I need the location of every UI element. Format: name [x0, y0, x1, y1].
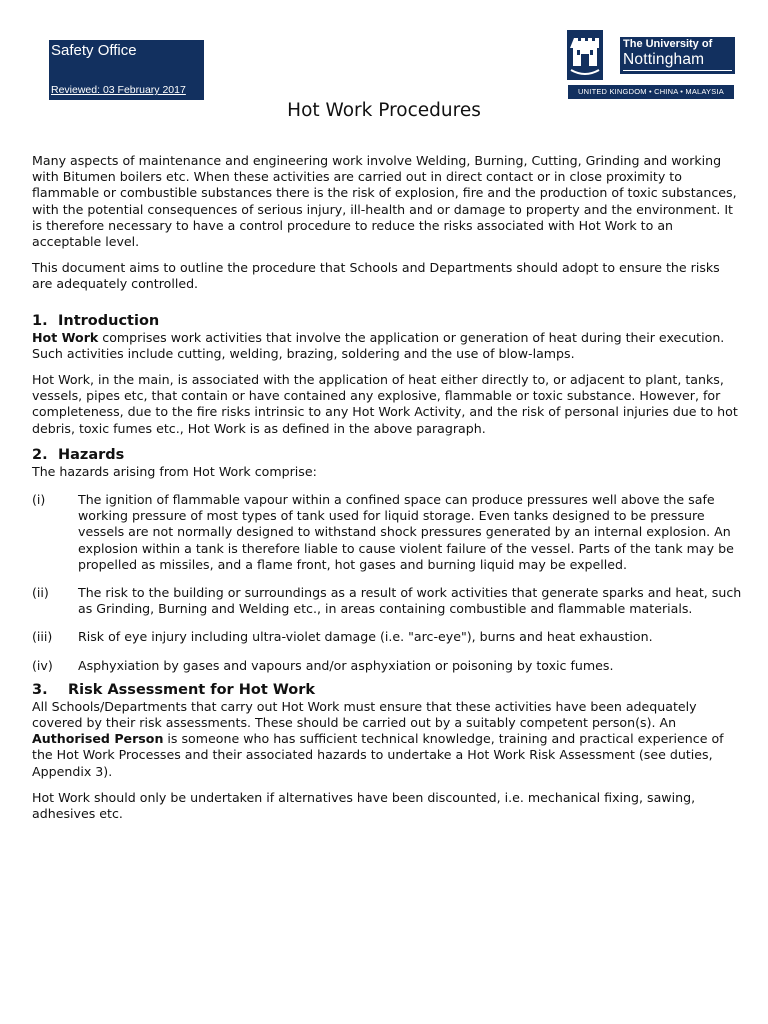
- section-1-paragraph-2: Hot Work, in the main, is associated with the application of heat either directly to, or adjacent to plant, tanks, vessels, pipes etc, that contain or have contained any explosive, flammable or toxic substance. However, for completeness, due to the fire risks intrinsic to any Hot Work Activity, and the risk of personal injuries due to hot debris, toxic fumes etc., Hot Work is as defined in the above paragraph.: [32, 372, 738, 436]
- hazard-text: The ignition of flammable vapour within a confined space can produce pressures well above the safe working pressure of most types of tank used for liquid storage. Even tanks designed to be pressure vessels are not normally designed to withstand shock pressures generated by an internal explosion. An explosion within a tank is therefore liable to cause violent failure of the vessel. Parts of the tank may be propelled as missiles, and a flame front, hot gases and burning liquid may be expelled.: [78, 492, 734, 572]
- hazard-marker: (ii): [32, 585, 49, 601]
- section-3-heading: [32, 682, 744, 699]
- document-body: [32, 153, 744, 832]
- section-3-paragraph-2: Hot Work should only be undertaken if alternatives have been discounted, i.e. mechanical fixing, sawing, adhesives etc.: [32, 789, 696, 822]
- section-2-lead: The hazards arising from Hot Work comprise:: [32, 463, 317, 479]
- hazard-list-item: [32, 629, 744, 645]
- university-logo: [567, 30, 735, 100]
- section-3-title: Risk Assessment for Hot Work: [68, 681, 316, 698]
- university-campuses: UNITED KINGDOM • CHINA • MALAYSIA: [568, 85, 734, 99]
- hazard-text: The risk to the building or surroundings as a result of work activities that generate sparks and heat, such as Grinding, Burning and Welding etc., in areas containing combustible and flammable materials.: [78, 585, 742, 617]
- hazard-marker: (i): [32, 492, 46, 508]
- section-3-paragraph-1-end: is someone who has sufficient technical knowledge, training and practical experience of the Hot Work Processes and their associated hazards to undertake a Hot Work Risk Assessment (see duties, Appendix 3).: [32, 731, 724, 779]
- hazard-list-item: [32, 492, 744, 573]
- section-3-paragraph-1: [32, 699, 744, 780]
- university-name-line1: The University of: [623, 38, 713, 50]
- hazard-marker: (iii): [32, 629, 53, 645]
- hazard-text: Risk of eye injury including ultra-violet damage (i.e. "arc-eye"), burns and heat exhaustion.: [78, 629, 653, 645]
- section-3-number: 3.: [32, 681, 48, 698]
- section-1-heading: [32, 313, 744, 330]
- hazard-text: Asphyxiation by gases and vapours and/or asphyxiation or poisoning by toxic fumes.: [78, 657, 614, 673]
- section-1-paragraph-1-text: comprises work activities that involve the application or generation of heat during their execution. Such activities include cutting, welding, brazing, soldering and the use of blow-lamps.: [32, 329, 725, 361]
- logo-divider: [623, 70, 732, 71]
- hot-work-term: Hot Work: [32, 329, 99, 345]
- university-name-line2: Nottingham: [623, 51, 705, 68]
- safety-office-title: Safety Office: [51, 42, 137, 59]
- intro-paragraph-2: This document aims to outline the procedure that Schools and Departments should adopt to ensure the risks are adequately controlled.: [32, 260, 720, 292]
- safety-office-banner: [49, 40, 204, 100]
- intro-paragraph-1: Many aspects of maintenance and engineering work involve Welding, Burning, Cutting, Grinding and working with Bitumen boilers etc. When these activities are carried out in direct contact or in close proximity to flammable or combustible substances there is the risk of explosion, fire and the production of toxic substances, with the potential consequences of serious injury, ill-health and or damage to property and the environment. It is therefore necessary to have a control procedure to reduce the risks associated with Hot Work to an acceptable level.: [32, 153, 737, 250]
- university-name-box: [620, 37, 735, 74]
- authorised-person-term: Authorised Person: [32, 731, 164, 747]
- section-1-number: 1.: [32, 312, 48, 329]
- section-1-title: Introduction: [58, 312, 160, 329]
- section-2-heading: [32, 447, 744, 464]
- hazard-marker: (iv): [32, 657, 53, 673]
- castle-crest-icon: [567, 30, 603, 80]
- reviewed-date: Reviewed: 03 February 2017: [51, 84, 186, 96]
- section-1-paragraph-1: [32, 330, 744, 362]
- hazard-list-item: [32, 658, 744, 674]
- document-title: Hot Work Procedures: [287, 100, 481, 121]
- hazard-list-item: [32, 585, 744, 617]
- section-3-paragraph-1-start: All Schools/Departments that carry out Hot Work must ensure that these activities have been adequately covered by their risk assessments. These should be carried out by a suitably competent person(s). An: [32, 698, 697, 731]
- section-2-title: Hazards: [58, 446, 125, 463]
- section-2-number: 2.: [32, 446, 48, 463]
